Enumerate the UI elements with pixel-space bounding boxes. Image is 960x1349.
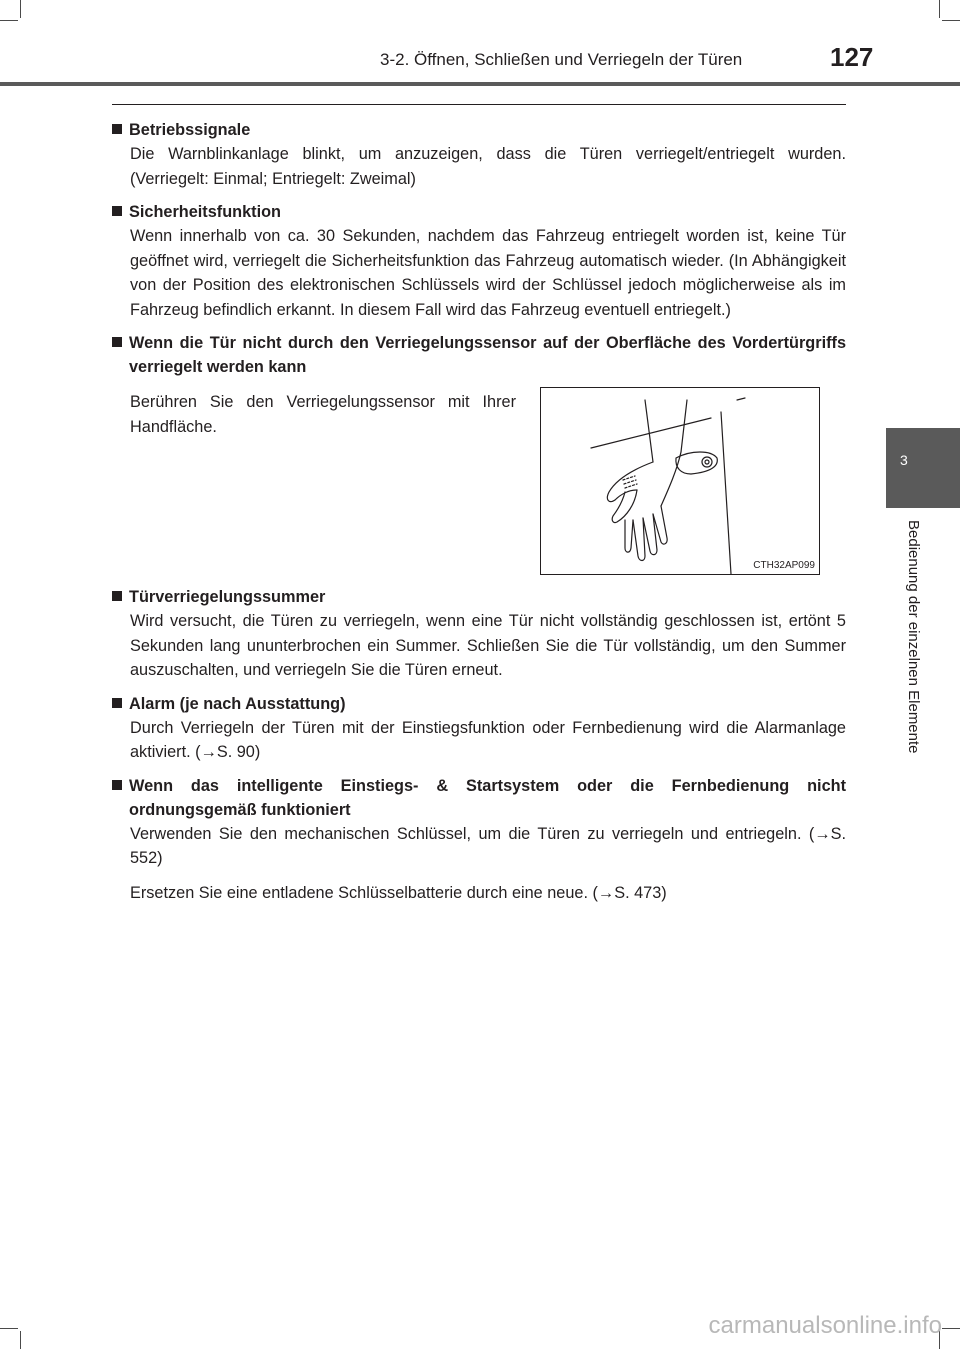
section-heading: Wenn das intelligente Einstiegs- & Startsystem oder die Fernbedienung nicht ordnungsgemäß funktioniert [112, 774, 846, 822]
crop-mark [939, 0, 940, 18]
body-paragraph: Wird versucht, die Türen zu verriegeln, wenn eine Tür nicht vollständig geschlossen ist, ertönt 5 Sekunden lang ununterbrochen ein Summer. Schließen Sie die Tür vollständig, um den Summer auszuschalten, und verriegeln Sie die Türen erneut. [130, 612, 846, 679]
crop-mark [20, 0, 21, 18]
watermark: carmanualsonline.info [708, 1312, 942, 1339]
figure-code: CTH32AP099 [753, 560, 815, 571]
section-verriegelungssensor [112, 331, 846, 575]
chapter-tab [886, 428, 960, 508]
bullet-square-icon [112, 591, 122, 601]
running-header: 3-2. Öffnen, Schließen und Verriegeln der Türen [380, 50, 743, 69]
bullet-square-icon [112, 206, 122, 216]
header-band [0, 82, 960, 86]
page-number: 127 [830, 42, 874, 72]
hand-on-door-handle-illustration [540, 387, 820, 575]
crop-mark [0, 20, 18, 21]
main-content [112, 118, 846, 914]
body-paragraph: Ersetzen Sie eine entladene Schlüsselbatterie durch eine neue. (→S. 473) [130, 883, 667, 902]
section-sicherheitsfunktion [112, 200, 846, 322]
crop-mark [942, 20, 960, 21]
crop-mark [0, 1328, 18, 1329]
section-fehlfunktion [112, 774, 846, 906]
body-paragraph: Durch Verriegeln der Türen mit der Einstiegsfunktion oder Fernbedienung wird die Alarmanlage aktiviert. (→S. 90) [130, 718, 846, 761]
body-paragraph: Die Warnblinkanlage blinkt, um anzuzeigen, dass die Türen verriegelt/entriegelt wurden. (Verriegelt: Einmal; Entriegelt: Zweimal) [130, 145, 846, 188]
figure-row [112, 387, 846, 575]
chapter-number: 3 [900, 452, 908, 468]
section-heading: Alarm (je nach Ausstattung) [112, 692, 846, 716]
chapter-label: Bedienung der einzelnen Elemente [905, 520, 922, 754]
section-rule [112, 104, 846, 105]
body-paragraph: Verwenden Sie den mechanischen Schlüssel, um die Türen zu verriegeln und entriegeln. (→S. 552) [130, 824, 846, 867]
bullet-square-icon [112, 337, 122, 347]
section-betriebssignale [112, 118, 846, 191]
bullet-square-icon [112, 124, 122, 134]
body-paragraph: Berühren Sie den Verriegelungssensor mit Ihrer Handfläche. [130, 393, 516, 436]
body-paragraph: Wenn innerhalb von ca. 30 Sekunden, nachdem das Fahrzeug entriegelt worden ist, keine Tür geöffnet wird, verriegelt die Sicherheitsfunktion das Fahrzeug automatisch wieder. (In Abhängigkeit von der Position des elektronischen Schlüssels wird der Schlüssel jedoch möglicherweise als im Fahrzeug befindlich erkannt. In diesem Fall wird das Fahrzeug eventuell entriegelt.) [130, 227, 846, 319]
bullet-square-icon [112, 698, 122, 708]
illustration-drawing [541, 388, 819, 574]
section-heading: Sicherheitsfunktion [112, 200, 846, 224]
section-heading: Türverriegelungssummer [112, 585, 846, 609]
section-heading: Wenn die Tür nicht durch den Verriegelungssensor auf der Oberfläche des Vordertürgriffs verriegelt werden kann [112, 331, 846, 379]
section-heading: Betriebssignale [112, 118, 846, 142]
section-tuerverriegelungssummer [112, 585, 846, 683]
crop-mark [942, 1328, 960, 1329]
bullet-square-icon [112, 780, 122, 790]
section-alarm [112, 692, 846, 765]
crop-mark [20, 1331, 21, 1349]
